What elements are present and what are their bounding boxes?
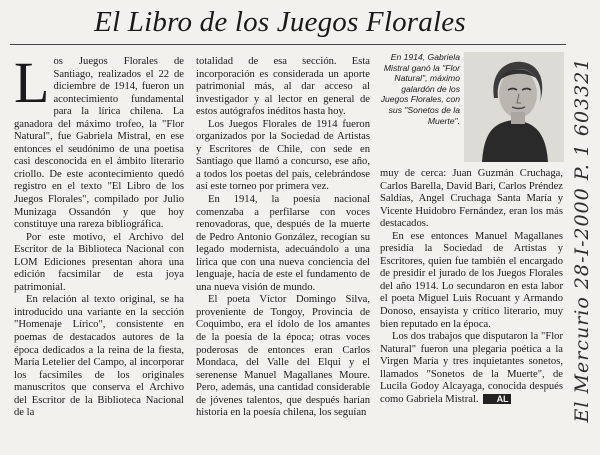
photo-caption: En 1914, Gabriela Mistral ganó la "Flor Natural", máximo galardón de los Juegos Florales, con sus "Sonetos de la Muerte". (380, 52, 460, 126)
article-title: El Libro de los Juegos Florales (94, 6, 466, 38)
paragraph-text: Los dos trabajos que disputaron la "Flor Natural" fueron una plegaria poética a la Virgen María y tres inquietantes sonetos, llamados "Sonetos de la Muerte", de Lucila Godoy Alcayaga, conocida después como Gabriela Mistral. (380, 331, 563, 405)
paragraph: Por este motivo, el Archivo del Escritor de la Biblioteca Nacional con LOM Ediciones presentan ahora una edición facsimilar de esta joya patrimonial. (14, 231, 184, 293)
photo-block (380, 52, 564, 162)
drop-cap: L (14, 50, 50, 115)
paragraph: totalidad de esa sección. Esta incorporación es considerada un aporte patrimonial más, al dar acceso al investigador y al lector en general de estos autógrafos inéditos hasta hoy. (196, 56, 370, 118)
column-1 (14, 50, 184, 420)
paragraph: En relación al texto original, se ha introducido una variante en la sección "Homenaje Lírico", consistente en poemas de destacados autores de la época dedicados a la reina de la fiesta, María Letelier del Campo, al incorporar los facsímiles de los originales manuscritos que conserva el Archivo del Escritor de la Biblioteca Nacional de la (14, 294, 184, 419)
paragraph-text: os Juegos Florales de Santiago, realizados el 22 de diciembre de 1914, fueron un acontecimiento fundamental para la lírica chilena. La ganadora del máximo trofeo, la "Flor Natural", fue Gabriela Mistral, en ese entonces el seudónimo de una poetisa casi desconocida en el ámbito literario criollo. De este acontecimiento quedó registro en el texto "El Libro de los Juegos Florales", compilado por Julio Munizaga Ossandón y que hoy constituye una rareza bibliográfica. (14, 56, 184, 231)
paragraph: muy de cerca: Juan Guzmán Cruchaga, Carlos Barella, David Bari, Carlos Préndez Saldías, Angel Cruchaga Santa María y Vicente Huidobro Fernández, eran los más destacados. (380, 168, 563, 230)
paragraph: El poeta Víctor Domingo Silva, proveniente de Tongoy, Provincia de Coquimbo, era el ídolo de los amantes de la poesía de la época; otras voces poderosas de entonces eran Carlos Mondaca, del Valle del Elqui y el serenense Manuel Magallanes Moure. Pero, además, una cantidad considerable de jóvenes talentos, que después harían historia en la poesía chilena, los seguían (196, 294, 370, 419)
paragraph (380, 331, 563, 406)
portrait-photo (464, 52, 564, 162)
title-rule (10, 44, 566, 45)
paragraph (14, 50, 184, 232)
paragraph: En ese entonces Manuel Magallanes presidía la Sociedad de Artistas y Escritores, quien fue también el encargado de presidir el jurado de los Juegos Florales del año 1914. Lo secundaron en esta labor el poeta Miguel Luis Rocuant y Armando Donoso, ensayista y crítico literario, muy bien reputado en la época. (380, 230, 563, 330)
column-2 (196, 56, 370, 420)
paragraph: Los Juegos Florales de 1914 fueron organizados por la Sociedad de Artistas y Escritores de Chile, con sede en Santiago que llamó a concurso, ese año, a todos los poetas del país, celebrándose así este torneo por primera vez. (196, 118, 370, 193)
handwritten-annotation (567, 30, 597, 450)
author-signature-logo: AL (483, 394, 511, 404)
column-3 (380, 168, 563, 406)
handwritten-text: El Mercurio 28-I-2000 P. 1 603321 (571, 57, 593, 423)
paragraph: En 1914, la poesía nacional comenzaba a perfilarse con voces renovadoras, que, después de la muerte de Pedro Antonio González, recogían su legado modernista, adecuándolo a una lírica que con una nueva conciencia del lenguaje, hacía de este el fundamento de una nueva visión de mundo. (196, 194, 370, 293)
